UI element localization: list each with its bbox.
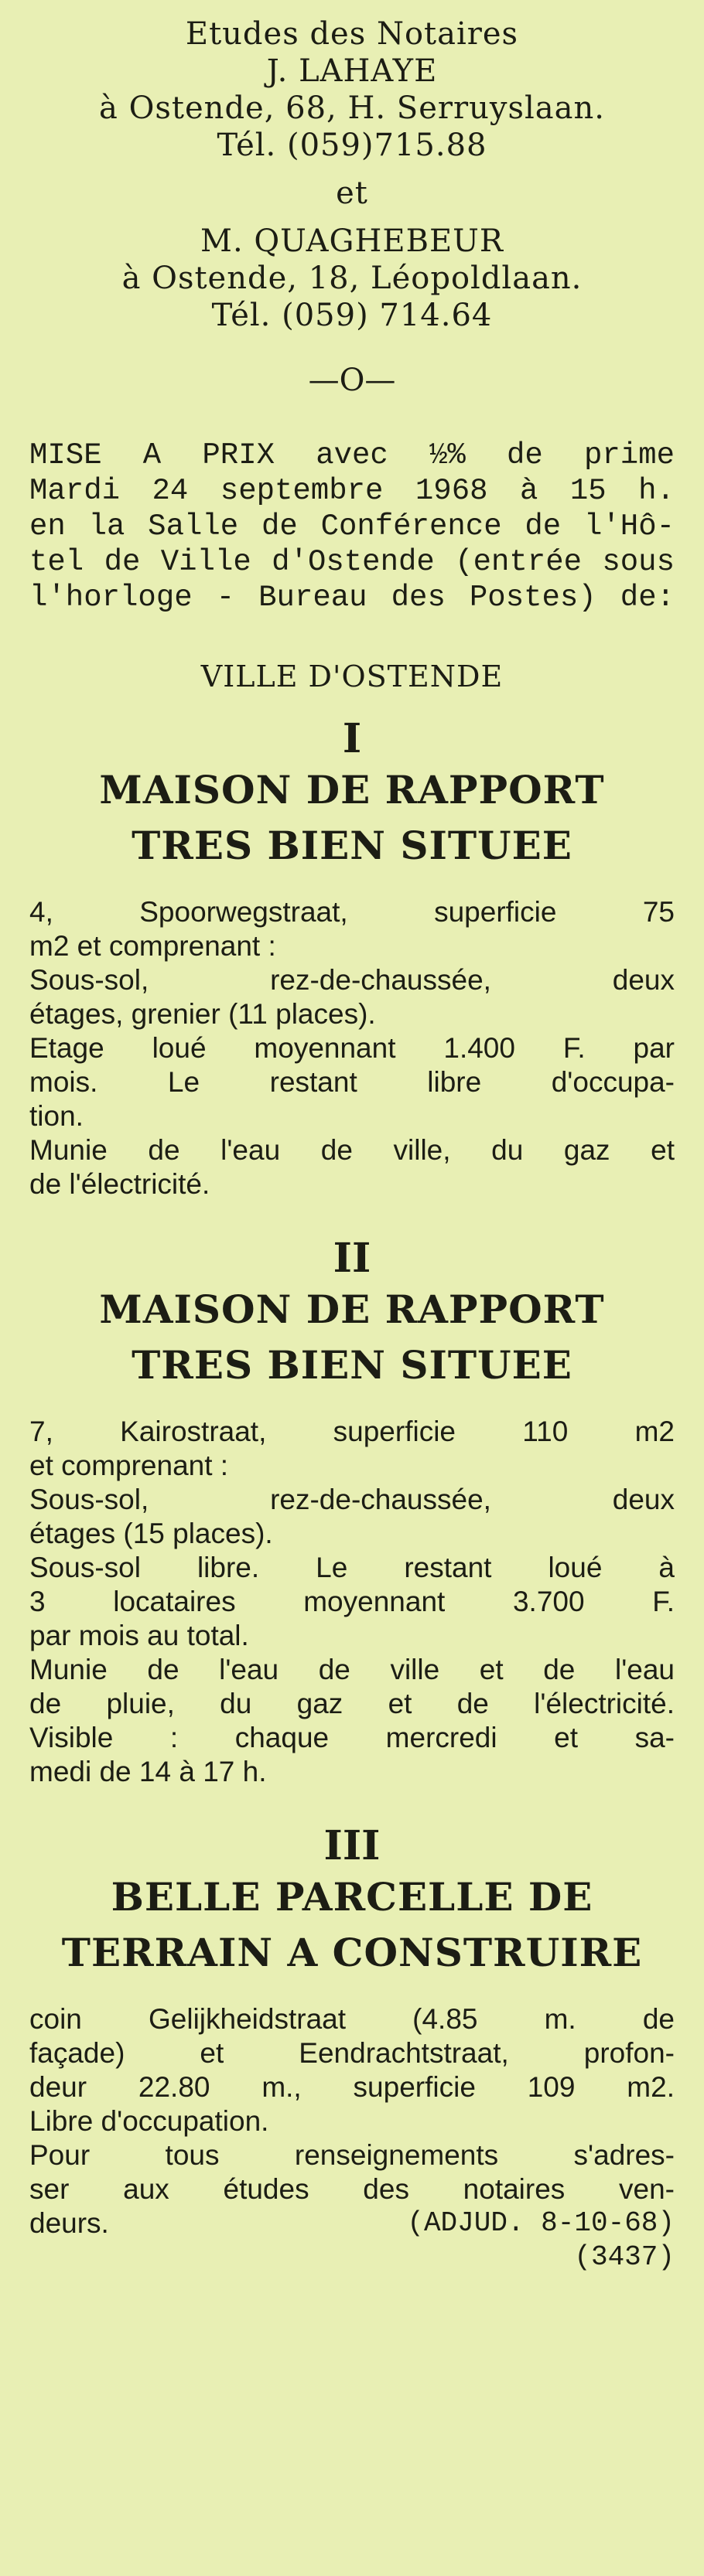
closing-word: deurs. [29,2207,109,2239]
lot-line: Munie de l'eau de ville et de l'eau [29,1654,675,1685]
lot-title: MAISON DE RAPPORT [99,767,605,813]
lot-line: Libre d'occupation. [29,2105,269,2137]
notary-address-quaghebeur: à Ostende, 18, Léopoldlaan. [121,261,583,296]
lot-1 [29,716,675,1201]
lot-line: 3 locataires moyennant 3.700 F. [29,1586,675,1617]
lot-line: 4, Spoorwegstraat, superficie 75 [29,896,675,928]
header-separator: —O— [308,363,396,398]
lot-3 [29,1823,675,2274]
intro-line: tel de Ville d'Ostende (entrée sous [29,545,675,579]
lot-line: Visible : chaque mercredi et sa- [29,1722,675,1753]
intro-line: l'horloge - Bureau des Postes) de: [29,581,675,615]
notary-name-lahaye: J. LAHAYE [266,53,438,89]
adjudication-date: (ADJUD. 8-10-68) [407,2207,675,2239]
reference-number: (3437) [574,2241,675,2273]
intro-line: MISE A PRIX avec ½% de prime [29,438,675,472]
closing-line [29,2206,675,2240]
notary-name-quaghebeur: M. QUAGHEBEUR [200,223,504,259]
lot-line: Pour tous renseignements s'adres- [29,2139,675,2171]
lot-description [29,895,675,1201]
lot-line: de pluie, du gaz et de l'électricité. [29,1688,675,1719]
city-heading: VILLE D'OSTENDE [200,659,504,693]
lot-title: TRES BIEN SITUEE [132,823,572,868]
lot-line: m2 et comprenant : [29,930,276,962]
lot-line: et comprenant : [29,1450,229,1481]
lot-line: 7, Kairostraat, superficie 110 m2 [29,1416,675,1447]
lot-line: Sous-sol, rez-de-chaussée, deux [29,1484,675,1515]
lot-line: coin Gelijkheidstraat (4.85 m. de [29,2003,675,2035]
lot-line: étages (15 places). [29,1518,273,1549]
lot-line: mois. Le restant libre d'occupa- [29,1066,675,1098]
lot-number: III [323,1822,381,1869]
notary-address-lahaye: à Ostende, 68, H. Serruyslaan. [99,90,605,126]
lot-line: deur 22.80 m., superficie 109 m2. [29,2071,675,2103]
header-title: Etudes des Notaires [185,16,519,52]
intro-line: Mardi 24 septembre 1968 à 15 h. [29,474,675,508]
lot-line: façade) et Eendrachtstraat, profon- [29,2037,675,2069]
intro-line: en la Salle de Conférence de l'Hô- [29,509,675,543]
notary-phone-lahaye: Tél. (059)715.88 [217,128,487,163]
lot-title: TERRAIN A CONSTRUIRE [61,1930,643,1975]
lot-number: II [333,1235,371,1282]
lot-description [29,2002,675,2240]
lot-line: tion. [29,1100,84,1132]
lot-line: Sous-sol libre. Le restant loué à [29,1552,675,1583]
lot-title: BELLE PARCELLE DE [111,1874,593,1920]
lot-line: Sous-sol, rez-de-chaussée, deux [29,964,675,996]
notary-phone-quaghebeur: Tél. (059) 714.64 [211,298,493,333]
lot-line: medi de 14 à 17 h. [29,1756,267,1787]
notaries-header [29,15,675,334]
lot-2 [29,1235,675,1789]
lot-title: MAISON DE RAPPORT [99,1286,605,1332]
lot-description [29,1415,675,1789]
lot-title: TRES BIEN SITUEE [132,1342,572,1388]
lot-line: étages, grenier (11 places). [29,998,376,1030]
lot-line: Etage loué moyennant 1.400 F. par [29,1032,675,1064]
header-et: et [336,175,368,211]
lot-line: ser aux études des notaires ven- [29,2173,675,2205]
lot-line: Munie de l'eau de ville, du gaz et [29,1134,675,1166]
lot-line: de l'électricité. [29,1168,210,1200]
lot-line: par mois au total. [29,1620,249,1651]
auction-intro [29,438,675,615]
lot-number: I [342,715,362,762]
